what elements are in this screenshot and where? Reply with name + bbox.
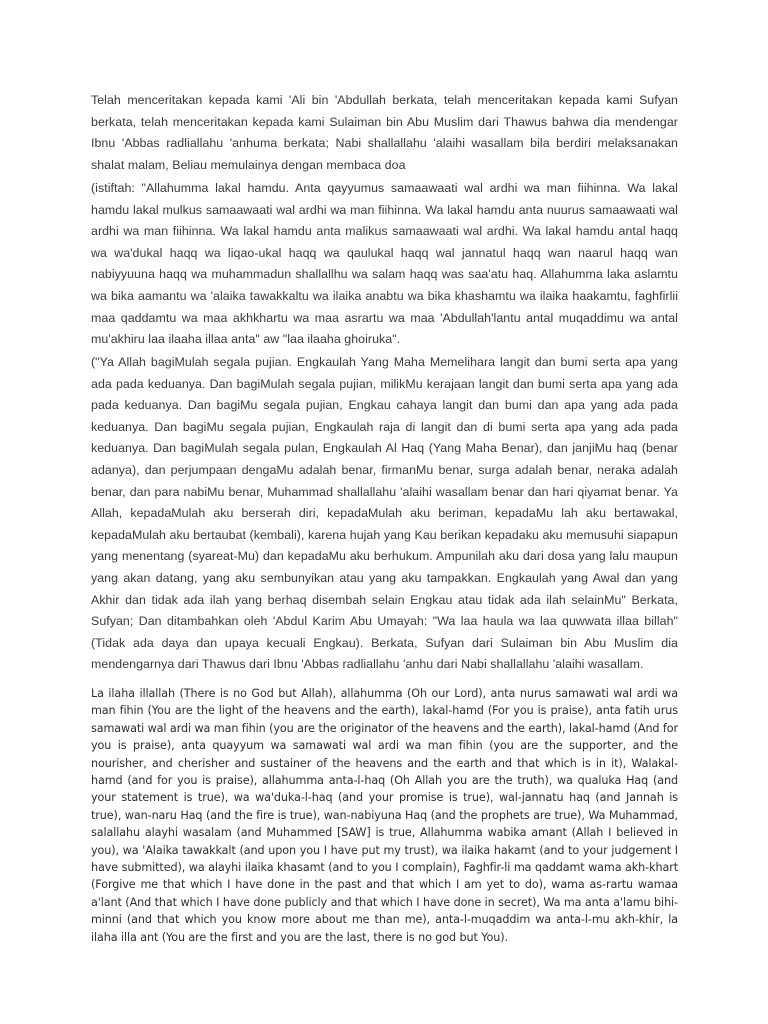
doa-translation-paragraph: ("Ya Allah bagiMulah segala pujian. Engkaulah Yang Maha Memelihara langit dan bumi serta apa yang ada pada keduanya. Dan bagiMulah segala pujian, milikMu kerajaan langit dan bumi serta apa yang ada pada keduanya. Dan bagiMu segala pujian, Engkau cahaya langit dan bumi dan apa yang ada pada keduanya. Dan bagiMu segala pujian, Engkaulah raja di langit dan di bumi serta apa yang ada pada keduanya. Dan bagiMulah segala pulan, Engkaulah Al Haq (Yang Maha Benar), dan janjiMu haq (benar adanya), dan perjumpaan dengaMu adalah benar, firmanMu benar, surga adalah benar, neraka adalah benar, dan para nabiMu benar, Muhammad shallallahu 'alaihi wasallam benar dan hari qiyamat benar. Ya Allah, kepadaMulah aku berserah diri, kepadaMulah aku beriman, kepadaMu lah aku bertawakal, kepadaMulah aku bertaubat (kembali), karena hujah yang Kau berikan kepadaku aku memusuhi siapapun yang menentang (syareat-Mu) dan kepadaMu aku berhukum. Ampunilah aku dari dosa yang lalu maupun yang akan datang, yang aku sembunyikan atau yang aku tampakkan. Engkaulah yang Awal dan yang Akhir dan tidak ada ilah yang berhaq disembah selain Engkau atau tidak ada ilah selainMu" Berkata, Sufyan; Dan ditambahkan oleh 'Abdul Karim Abu Umayah: "Wa laa haula wa laa quwwata illaa billah" (Tidak ada daya dan upaya kecuali Engkau). Berkata, Sufyan dari Sulaiman bin Abu Muslim dia mendengarnya dari Thawus dari Ibnu 'Abbas radliallahu 'anhu dari Nabi shallallahu 'alaihi wasallam.: [91, 355, 678, 672]
narration-paragraph: Telah menceritakan kepada kami 'Ali bin 'Abdullah berkata, telah menceritakan kepada kami Sufyan berkata, telah menceritakan kepada kami Sulaiman bin Abu Muslim dari Thawus bahwa dia mendengar Ibnu 'Abbas radliallahu 'anhuma berkata; Nabi shallallahu 'alaihi wasallam bila berdiri melaksanakan shalat malam, Beliau memulainya dengan membaca doa: [91, 93, 678, 172]
istiftah-doa-paragraph: (istiftah: "Allahumma lakal hamdu. Anta qayyumus samaawaati wal ardhi wa man fiihinna. Wa lakal hamdu lakal mulkus samaawaati wal ardhi wa man fiihinna. Wa lakal hamdu anta nuurus samaawaati wal ardhi wa man fiihinna. Wa lakal hamdu anta malikus samaawaati wal ardhi. Wa lakal hamdu antal haqq wa wa'dukal haqq wa liqao-ukal haqq wa qaulukal haqq wal jannatul haqq wan naarul haqq wan nabiyyuuna haqq wa muhammadun shallallhu wa salam haqq was saa'atu haq. Allahumma laka aslamtu wa bika aamantu wa 'alaika tawakkaltu wa ilaika anabtu wa bika khashamtu wa ilaika haakamtu, faghfirlii maa qaddamtu wa maa akhkhartu wa maa asrartu wa maa 'Abdullah'lantu antal muqaddimu wa antal mu'akhiru laa ilaaha illaa anta" aw "laa ilaaha ghoiruka".: [91, 181, 678, 347]
english-translation-paragraph: La ilaha illallah (There is no God but Allah), allahumma (Oh our Lord), anta nurus samawati wal ardi wa man fihin (You are the light of the heavens and the earth), lakal-hamd (For you is praise), anta fatih urus samawati wal ardi wa man fihin (you are the originator of the heavens and the earth), lakal-hamd (And for you is praise), anta quayyum wa samawati wal ardi wa man fihin (you are the supporter, and the nourisher, and cherisher and sustainer of the heavens and the earth and that which is in it), Walakal-hamd (and for you is praise), allahumma anta-l-haq (Oh Allah you are the truth), wa qualuka Haq (and your statement is true), wa wa'duka-l-haq (and your promise is true), wal-jannatu haq (and Jannah is true), wan-naru Haq (and the fire is true), wan-nabiyuna Haq (and the prophets are true), Wa Muhammad, salallahu alayhi wasalam (and Muhammed [SAW] is true, Allahumma wabika amant (Allah I believed in you), wa 'Alaika tawakkalt (and upon you I have put my trust), wa ilaika hakamt (and to your judgement I have submitted), wa alayhi ilaika khasamt (and to you I complain), Faghfir-li ma qaddamt wama akh-khart (Forgive me that which I have done in the past and that which I am yet to do), wama as-rartu wamaa a'lant (And that which I have done publicly and that which I have done in secret), Wa ma anta a'lamu bihi-minni (and that which you know more about me than me), anta-l-muqaddim wa anta-l-mu akh-khir, la ilaha illa ant (You are the first and you are the last, there is no god but You).: [91, 687, 678, 944]
